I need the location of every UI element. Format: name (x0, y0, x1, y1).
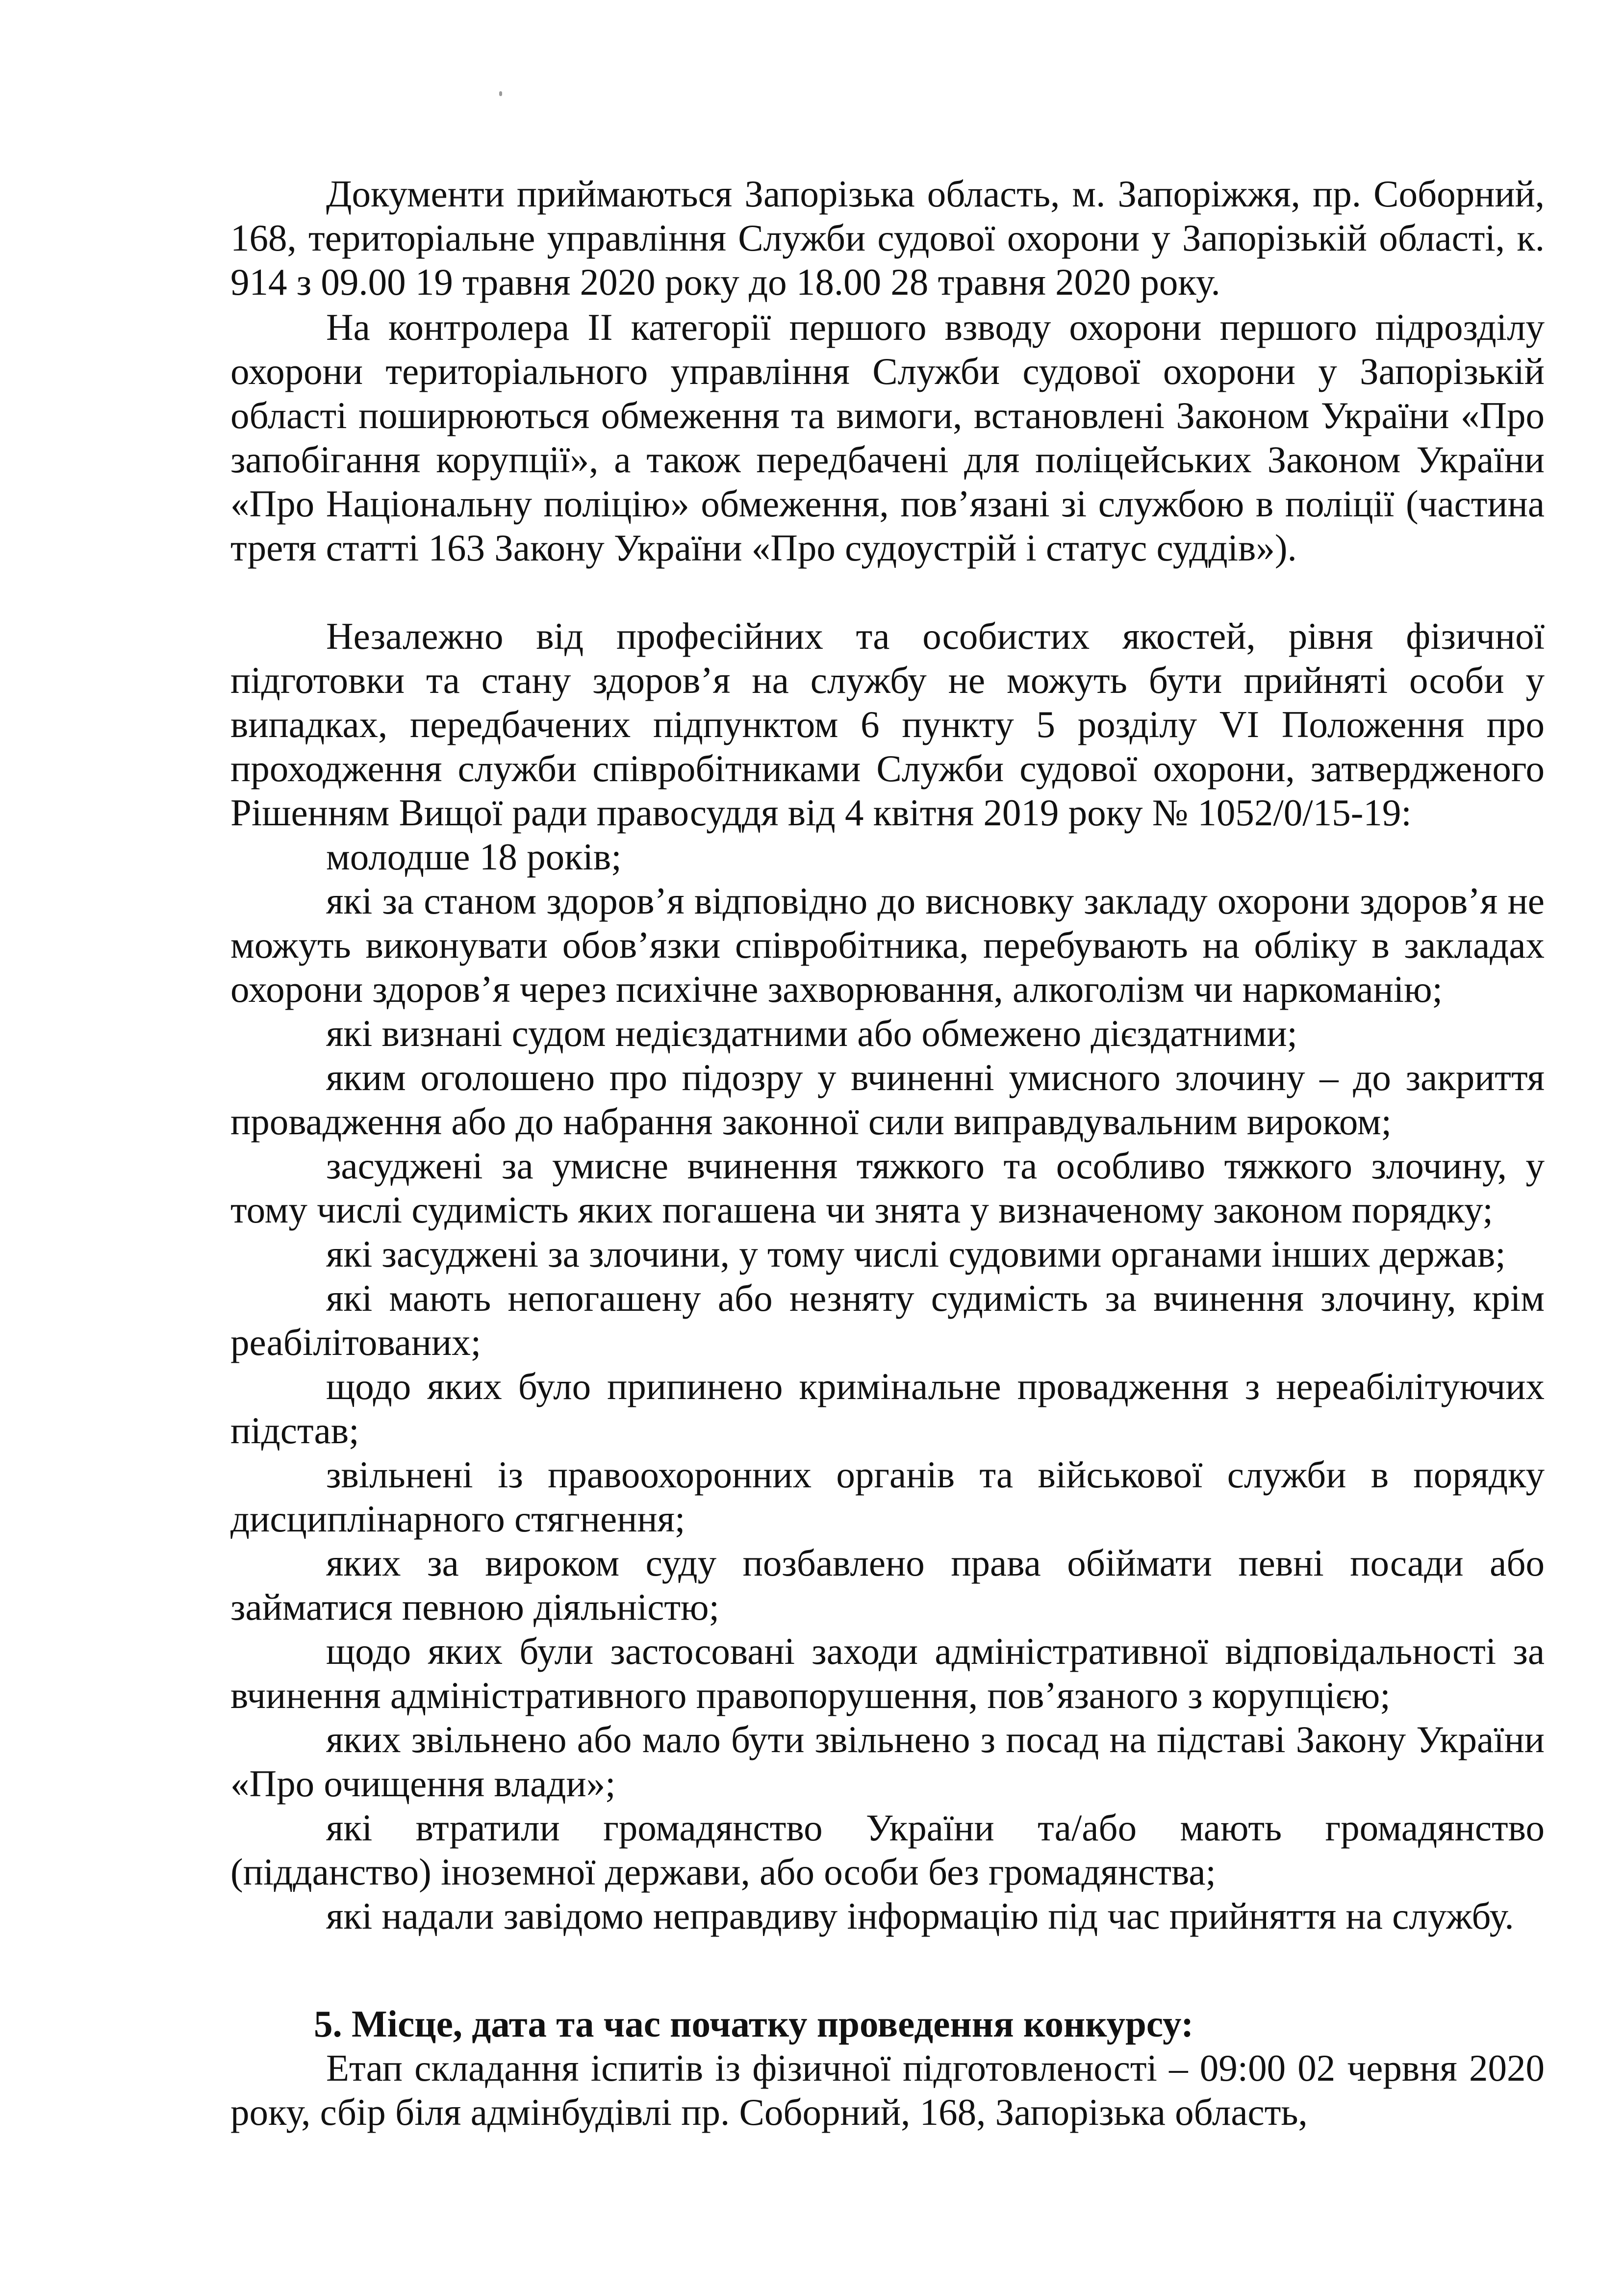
paragraph-exam-stage: Етап складання іспитів із фізичної підготовленості – 09:00 02 червня 2020 року, сбір біля адмінбудівлі пр. Соборний, 168, Запорізька область, (230, 2047, 1545, 2133)
list-item: яких за вироком суду позбавлено права обіймати певні посади або займатися певною діяльністю; (230, 1542, 1545, 1628)
list-item: звільнені із правоохоронних органів та військової служби в порядку дисциплінарного стягнення; (230, 1453, 1545, 1540)
list-item: молодше 18 років; (326, 836, 622, 878)
scan-speck (499, 91, 502, 96)
section-heading: 5. Місце, дата та час початку проведення конкурсу: (314, 2003, 1194, 2045)
list-item: щодо яких було припинено кримінальне провадження з нереабілітуючих підстав; (230, 1365, 1545, 1452)
list-item: які засуджені за злочини, у тому числі судовими органами інших держав; (326, 1233, 1506, 1275)
paragraph-documents-acceptance: Документи приймаються Запорізька область, м. Запоріжжя, пр. Соборний, 168, територіальне управління Служби судової охорони у Запорізькій області, к. 914 з 09.00 19 травня 2020 року до 18.00 28 травня 2020 року. (230, 173, 1545, 303)
list-item: які за станом здоров’я відповідно до висновку закладу охорони здоров’я не можуть виконувати обов’язки співробітника, перебувають на обліку в закладах охорони здоров’я через психічне захворювання, алкоголізм чи наркоманію; (230, 880, 1545, 1010)
ineligibility-list (230, 835, 1545, 1938)
document-body (230, 172, 1545, 2134)
list-item: яких звільнено або мало бути звільнено з посад на підставі Закону України «Про очищення влади»; (230, 1718, 1545, 1805)
list-item: яким оголошено про підозру у вчиненні умисного злочину – до закриття провадження або до набрання законної сили виправдувальним вироком; (230, 1056, 1545, 1143)
list-item: які втратили громадянство України та/або мають громадянство (підданство) іноземної держави, або особи без громадянства; (230, 1807, 1545, 1893)
paragraph-restrictions: На контролера ІІ категорії першого взводу охорони першого підрозділу охорони територіального управління Служби судової охорони у Запорізькій області поширюються обмеження та вимоги, встановлені Законом України «Про запобігання корупції», а також передбачені для поліцейських Законом України «Про Національну поліцію» обмеження, пов’язані зі службою в поліції (частина третя статті 163 Закону України «Про судоустрій і статус суддів»). (230, 306, 1545, 569)
list-item: які визнані судом недієздатними або обмежено дієздатними; (326, 1012, 1297, 1054)
list-item: які мають непогашену або незняту судимість за вчинення злочину, крім реабілітованих; (230, 1277, 1545, 1363)
list-item: які надали завідомо неправдиву інформацію під час прийняття на службу. (326, 1895, 1514, 1937)
paragraph-ineligibility-intro: Незалежно від професійних та особистих якостей, рівня фізичної підготовки та стану здоров’я на службу не можуть бути прийняті особи у випадках, передбачених підпунктом 6 пункту 5 розділу VI Положення про проходження служби співробітниками Служби судової охорони, затвердженого Рішенням Вищої ради правосуддя від 4 квітня 2019 року № 1052/0/15-19: (230, 615, 1545, 834)
list-item: засуджені за умисне вчинення тяжкого та особливо тяжкого злочину, у тому числі судимість яких погашена чи знята у визначеному законом порядку; (230, 1145, 1545, 1231)
list-item: щодо яких були застосовані заходи адміністративної відповідальності за вчинення адміністративного правопорушення, пов’язаного з корупцією; (230, 1630, 1545, 1716)
